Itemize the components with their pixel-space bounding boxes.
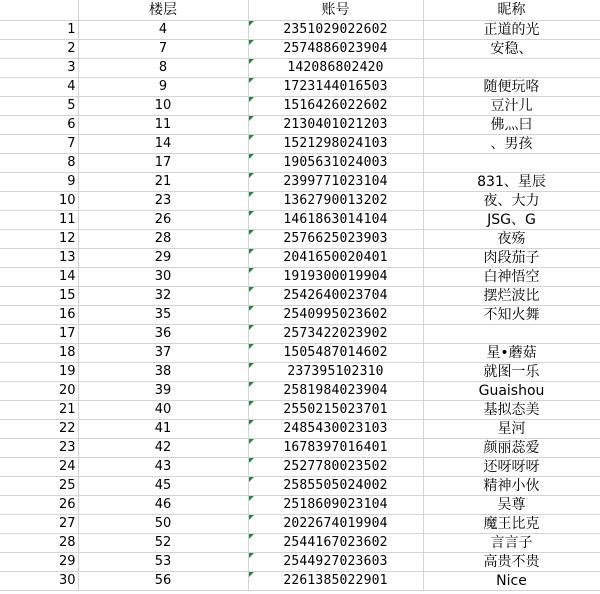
table-row bbox=[0, 97, 600, 116]
cell-index[interactable]: 10 bbox=[0, 192, 78, 211]
cell-floor[interactable]: 7 bbox=[78, 40, 248, 59]
cell-account[interactable]: 2542640023704 bbox=[248, 287, 423, 306]
cell-index[interactable]: 25 bbox=[0, 477, 78, 496]
text-number-flag-icon bbox=[249, 553, 254, 558]
cell-floor[interactable]: 9 bbox=[78, 78, 248, 97]
cell-floor[interactable]: 28 bbox=[78, 230, 248, 249]
cell-index[interactable]: 2 bbox=[0, 40, 78, 59]
cell-account[interactable]: 1521298024103 bbox=[248, 135, 423, 154]
text-number-flag-icon bbox=[249, 192, 254, 197]
cell-nickname[interactable]: 魔王比克 bbox=[423, 515, 600, 534]
cell-floor[interactable]: 39 bbox=[78, 382, 248, 401]
cell-account[interactable]: 2527780023502 bbox=[248, 458, 423, 477]
cell-index[interactable]: 28 bbox=[0, 534, 78, 553]
cell-account[interactable]: 2540995023602 bbox=[248, 306, 423, 325]
cell-index[interactable]: 3 bbox=[0, 59, 78, 78]
table-row bbox=[0, 211, 600, 230]
cell-floor[interactable]: 14 bbox=[78, 135, 248, 154]
cell-nickname[interactable]: 豆汁儿 bbox=[423, 97, 600, 116]
cell-account[interactable]: 2573422023902 bbox=[248, 325, 423, 344]
cell-floor[interactable]: 50 bbox=[78, 515, 248, 534]
table-row bbox=[0, 534, 600, 553]
text-number-flag-icon bbox=[249, 97, 254, 102]
cell-floor[interactable]: 21 bbox=[78, 173, 248, 192]
cell-floor[interactable]: 26 bbox=[78, 211, 248, 230]
cell-index[interactable]: 4 bbox=[0, 78, 78, 97]
text-number-flag-icon bbox=[249, 420, 254, 425]
text-number-flag-icon bbox=[249, 59, 254, 64]
table-body bbox=[0, 21, 600, 591]
cell-index[interactable]: 29 bbox=[0, 553, 78, 572]
table-row bbox=[0, 325, 600, 344]
cell-index[interactable]: 19 bbox=[0, 363, 78, 382]
cell-nickname[interactable]: 颜丽蕊爱 bbox=[423, 439, 600, 458]
cell-index[interactable]: 23 bbox=[0, 439, 78, 458]
cell-floor[interactable]: 23 bbox=[78, 192, 248, 211]
cell-index[interactable]: 6 bbox=[0, 116, 78, 135]
cell-floor[interactable]: 11 bbox=[78, 116, 248, 135]
cell-floor[interactable]: 4 bbox=[78, 21, 248, 40]
table-row bbox=[0, 477, 600, 496]
header-floor[interactable]: 楼层 bbox=[78, 0, 248, 21]
cell-index[interactable]: 9 bbox=[0, 173, 78, 192]
cell-nickname[interactable]: 星•蘑菇 bbox=[423, 344, 600, 363]
cell-floor[interactable]: 32 bbox=[78, 287, 248, 306]
cell-nickname[interactable]: Guaishou bbox=[423, 382, 600, 401]
cell-index[interactable]: 24 bbox=[0, 458, 78, 477]
table-row bbox=[0, 154, 600, 173]
table-row bbox=[0, 230, 600, 249]
table-row bbox=[0, 249, 600, 268]
table-row bbox=[0, 553, 600, 572]
cell-nickname[interactable]: 不知火舞 bbox=[423, 306, 600, 325]
cell-floor[interactable]: 8 bbox=[78, 59, 248, 78]
cell-nickname[interactable]: Nice bbox=[423, 572, 600, 591]
cell-account[interactable]: 1723144016503 bbox=[248, 78, 423, 97]
table-row bbox=[0, 135, 600, 154]
text-number-flag-icon bbox=[249, 477, 254, 482]
cell-nickname[interactable]: JSG、G bbox=[423, 211, 600, 230]
cell-account[interactable]: 1362790013202 bbox=[248, 192, 423, 211]
cell-account[interactable]: 2550215023701 bbox=[248, 401, 423, 420]
cell-account[interactable]: 237395102310 bbox=[248, 363, 423, 382]
cell-nickname[interactable]: 就图一乐 bbox=[423, 363, 600, 382]
cell-account[interactable]: 2518609023104 bbox=[248, 496, 423, 515]
cell-account[interactable]: 2485430023103 bbox=[248, 420, 423, 439]
cell-nickname[interactable]: 言言子 bbox=[423, 534, 600, 553]
cell-floor[interactable]: 56 bbox=[78, 572, 248, 591]
text-number-flag-icon bbox=[249, 382, 254, 387]
table-row bbox=[0, 287, 600, 306]
table-row bbox=[0, 458, 600, 477]
cell-nickname[interactable]: 夜、大力 bbox=[423, 192, 600, 211]
table-row bbox=[0, 192, 600, 211]
cell-account[interactable]: 2544167023602 bbox=[248, 534, 423, 553]
text-number-flag-icon bbox=[249, 515, 254, 520]
cell-nickname[interactable]: 夜殇 bbox=[423, 230, 600, 249]
cell-index[interactable]: 30 bbox=[0, 572, 78, 591]
table-row bbox=[0, 268, 600, 287]
cell-floor[interactable]: 40 bbox=[78, 401, 248, 420]
cell-nickname[interactable]: 安稳、 bbox=[423, 40, 600, 59]
text-number-flag-icon bbox=[249, 325, 254, 330]
text-number-flag-icon bbox=[249, 249, 254, 254]
cell-index[interactable]: 20 bbox=[0, 382, 78, 401]
cell-index[interactable]: 5 bbox=[0, 97, 78, 116]
cell-nickname[interactable]: 佛灬曰 bbox=[423, 116, 600, 135]
cell-index[interactable]: 11 bbox=[0, 211, 78, 230]
cell-nickname[interactable]: 精神小伙 bbox=[423, 477, 600, 496]
text-number-flag-icon bbox=[249, 344, 254, 349]
cell-account[interactable]: 2576625023903 bbox=[248, 230, 423, 249]
cell-account[interactable]: 2261385022901 bbox=[248, 572, 423, 591]
header-account[interactable]: 账号 bbox=[248, 0, 423, 21]
cell-account[interactable]: 1919300019904 bbox=[248, 268, 423, 287]
cell-account[interactable]: 142086802420 bbox=[248, 59, 423, 78]
cell-nickname[interactable]: 肉段茄子 bbox=[423, 249, 600, 268]
text-number-flag-icon bbox=[249, 534, 254, 539]
table-row bbox=[0, 515, 600, 534]
cell-account[interactable]: 1516426022602 bbox=[248, 97, 423, 116]
cell-floor[interactable]: 29 bbox=[78, 249, 248, 268]
cell-index[interactable]: 26 bbox=[0, 496, 78, 515]
cell-index[interactable]: 21 bbox=[0, 401, 78, 420]
cell-account[interactable]: 1505487014602 bbox=[248, 344, 423, 363]
cell-nickname[interactable] bbox=[423, 325, 600, 344]
text-number-flag-icon bbox=[249, 268, 254, 273]
cell-nickname[interactable]: 、男孩 bbox=[423, 135, 600, 154]
cell-nickname[interactable]: 白神悟空 bbox=[423, 268, 600, 287]
text-number-flag-icon bbox=[249, 21, 254, 26]
cell-account[interactable]: 2041650020401 bbox=[248, 249, 423, 268]
text-number-flag-icon bbox=[249, 363, 254, 368]
text-number-flag-icon bbox=[249, 287, 254, 292]
text-number-flag-icon bbox=[249, 496, 254, 501]
cell-nickname[interactable]: 高贵不贵 bbox=[423, 553, 600, 572]
cell-account[interactable]: 2574886023904 bbox=[248, 40, 423, 59]
cell-index[interactable]: 22 bbox=[0, 420, 78, 439]
table-row bbox=[0, 173, 600, 192]
text-number-flag-icon bbox=[249, 306, 254, 311]
cell-nickname[interactable]: 摆烂波比 bbox=[423, 287, 600, 306]
text-number-flag-icon bbox=[249, 401, 254, 406]
cell-nickname[interactable]: 吴尊 bbox=[423, 496, 600, 515]
table-row bbox=[0, 439, 600, 458]
cell-floor[interactable]: 52 bbox=[78, 534, 248, 553]
cell-floor[interactable]: 36 bbox=[78, 325, 248, 344]
table-row bbox=[0, 40, 600, 59]
text-number-flag-icon bbox=[249, 40, 254, 45]
cell-floor[interactable]: 30 bbox=[78, 268, 248, 287]
table-row bbox=[0, 78, 600, 97]
table-row bbox=[0, 401, 600, 420]
cell-index[interactable]: 1 bbox=[0, 21, 78, 40]
cell-index[interactable]: 12 bbox=[0, 230, 78, 249]
cell-account[interactable]: 2581984023904 bbox=[248, 382, 423, 401]
cell-floor[interactable]: 53 bbox=[78, 553, 248, 572]
cell-account[interactable]: 2351029022602 bbox=[248, 21, 423, 40]
cell-index[interactable]: 14 bbox=[0, 268, 78, 287]
cell-account[interactable]: 1905631024003 bbox=[248, 154, 423, 173]
cell-floor[interactable]: 45 bbox=[78, 477, 248, 496]
cell-account[interactable]: 2585505024002 bbox=[248, 477, 423, 496]
text-number-flag-icon bbox=[249, 116, 254, 121]
cell-nickname[interactable]: 基拟态美 bbox=[423, 401, 600, 420]
cell-account[interactable]: 2130401021203 bbox=[248, 116, 423, 135]
table-row bbox=[0, 21, 600, 40]
cell-index[interactable]: 8 bbox=[0, 154, 78, 173]
cell-nickname[interactable]: 随便玩咯 bbox=[423, 78, 600, 97]
text-number-flag-icon bbox=[249, 458, 254, 463]
cell-index[interactable]: 27 bbox=[0, 515, 78, 534]
table-row bbox=[0, 572, 600, 591]
cell-floor[interactable]: 43 bbox=[78, 458, 248, 477]
cell-floor[interactable]: 38 bbox=[78, 363, 248, 382]
table-row bbox=[0, 420, 600, 439]
cell-account[interactable]: 1678397016401 bbox=[248, 439, 423, 458]
header-nickname[interactable]: 昵称 bbox=[423, 0, 600, 21]
cell-floor[interactable]: 42 bbox=[78, 439, 248, 458]
cell-floor[interactable]: 41 bbox=[78, 420, 248, 439]
header-index[interactable] bbox=[0, 0, 78, 21]
cell-nickname[interactable]: 还呀呀呀 bbox=[423, 458, 600, 477]
cell-floor[interactable]: 17 bbox=[78, 154, 248, 173]
cell-nickname[interactable]: 正道的光 bbox=[423, 21, 600, 40]
cell-index[interactable]: 7 bbox=[0, 135, 78, 154]
cell-account[interactable]: 2399771023104 bbox=[248, 173, 423, 192]
cell-nickname[interactable] bbox=[423, 59, 600, 78]
table-row bbox=[0, 59, 600, 78]
table-row bbox=[0, 363, 600, 382]
cell-index[interactable]: 17 bbox=[0, 325, 78, 344]
cell-nickname[interactable]: 星河 bbox=[423, 420, 600, 439]
cell-floor[interactable]: 10 bbox=[78, 97, 248, 116]
text-number-flag-icon bbox=[249, 173, 254, 178]
table-row bbox=[0, 306, 600, 325]
header-row bbox=[0, 0, 600, 21]
text-number-flag-icon bbox=[249, 154, 254, 159]
cell-index[interactable]: 18 bbox=[0, 344, 78, 363]
text-number-flag-icon bbox=[249, 439, 254, 444]
text-number-flag-icon bbox=[249, 230, 254, 235]
table-row bbox=[0, 344, 600, 363]
cell-index[interactable]: 16 bbox=[0, 306, 78, 325]
cell-floor[interactable]: 46 bbox=[78, 496, 248, 515]
cell-index[interactable]: 15 bbox=[0, 287, 78, 306]
cell-index[interactable]: 13 bbox=[0, 249, 78, 268]
cell-nickname[interactable] bbox=[423, 154, 600, 173]
table-row bbox=[0, 382, 600, 401]
cell-account[interactable]: 1461863014104 bbox=[248, 211, 423, 230]
cell-account[interactable]: 2544927023603 bbox=[248, 553, 423, 572]
cell-account[interactable]: 2022674019904 bbox=[248, 515, 423, 534]
text-number-flag-icon bbox=[249, 572, 254, 577]
cell-floor[interactable]: 35 bbox=[78, 306, 248, 325]
text-number-flag-icon bbox=[249, 135, 254, 140]
table-row bbox=[0, 496, 600, 515]
text-number-flag-icon bbox=[249, 211, 254, 216]
table-row bbox=[0, 116, 600, 135]
cell-nickname[interactable]: 831、星辰 bbox=[423, 173, 600, 192]
cell-floor[interactable]: 37 bbox=[78, 344, 248, 363]
text-number-flag-icon bbox=[249, 78, 254, 83]
